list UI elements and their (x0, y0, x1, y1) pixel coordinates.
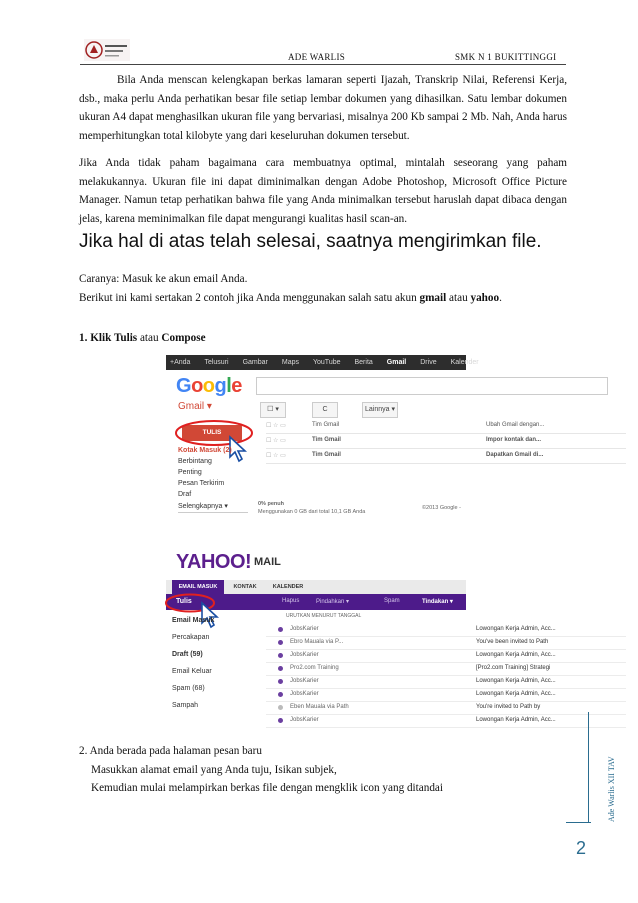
topbar-item: Berita (354, 359, 373, 366)
tab-email-masuk: EMAIL MASUK (172, 580, 224, 594)
sort-label: URUTKAN MENURUT TANGGAL (286, 613, 362, 619)
gmail-side-item: Kotak Masuk (2) (178, 447, 232, 454)
topbar-item: Kalender (450, 359, 479, 366)
yahoo-side-item: Email Masuk (172, 617, 215, 624)
toolbar-spam: Spam (384, 598, 400, 604)
gmail-compose-button: TULIS (182, 425, 242, 441)
header-author: ADE WARLIS (288, 52, 346, 62)
gmail-side-item: Penting (178, 469, 202, 476)
paragraph-1: Bila Anda menscan kelengkapan berkas lamaran seperti Ijazah, Transkrip Nilai, Referensi Kerja, dsb., maka perlu Anda perhatikan besar file setiap lembar dokumen yang dihasilkan. Satu lembar dokumen ukuran A4 dapat menghasilkan ukuran file yang bervariasi, misalnya 200 Kb sampai 2 Mb. Nah, Anda harus memperhitungkan total kilobyte yang dari keseluruhan dokumen tersebut. (79, 74, 567, 142)
gmail-row: ☐ ☆ ▭ Tim Gmail Impor kontak dan... (266, 434, 626, 449)
yahoo-row: JobsKarier Lowongan Kerja Admin, Acc... (266, 688, 626, 702)
page-number: 2 (575, 838, 586, 858)
divider (178, 512, 248, 513)
yahoo-side-item: Percakapan (172, 634, 210, 641)
google-logo: Google (176, 375, 242, 397)
topbar-item: Drive (420, 359, 437, 366)
school-logo (82, 38, 132, 62)
yahoo-row: JobsKarier Lowongan Kerja Admin, Acc... (266, 675, 626, 689)
header-divider (80, 64, 566, 65)
yahoo-side-item: Email Keluar (172, 668, 212, 675)
gmail-side-item: Berbintang (178, 458, 212, 465)
topbar-item: Gambar (242, 359, 268, 366)
tab-kontak: KONTAK (233, 584, 257, 590)
topbar-item: YouTube (312, 359, 341, 366)
gmail-row: ☐ ☆ ▭ Tim Gmail Ubah Gmail dengan... (266, 419, 626, 434)
step-2-line-3: Kemudian mulai melampirkan berkas file dengan mengklik icon yang ditandai (91, 782, 443, 794)
gmail-side-item: Selengkapnya ▾ (178, 503, 228, 510)
header-school: SMK N 1 BUKITTINGGI (455, 52, 557, 62)
yahoo-side-item: Sampah (172, 702, 199, 709)
step-2-line-1: 2. Anda berada pada halaman pesan baru (79, 745, 262, 757)
gmail-label: Gmail ▾ (178, 401, 212, 412)
topbar-item: Telusuri (204, 359, 229, 366)
storage-percent: 0% penuh (258, 501, 284, 507)
paragraph-2: Jika Anda tidak paham bagaimana cara membuatnya optimal, mintalah seseorang yang paham melakukannya. Ukuran file ini dapat diminimalkan dengan Adobe Photoshop, Microsoft Office Picture Manager. Namun tetap perhatikan bahwa file yang Anda minimalkan tersebut haruslah dapat dibaca dengan jelas, karena meminimalkan file dapat mengurangi kualitas hasil scan-an. (79, 157, 567, 225)
select-checkbox-button: ☐ ▾ (260, 402, 286, 418)
yahoo-screenshot (166, 543, 556, 723)
gmail-search-box (256, 377, 608, 395)
vertical-rule (588, 712, 589, 822)
yahoo-row: JobsKarier Lowongan Kerja Admin, Acc... (266, 649, 626, 663)
yahoo-compose-button: Tulis (176, 598, 192, 605)
gmail-topbar (166, 355, 479, 370)
topbar-item: +Anda (170, 359, 191, 366)
page-number-rule (566, 822, 591, 823)
vertical-author-label: Ade Warlis XII TAV (607, 756, 616, 822)
yahoo-tabs (166, 580, 466, 594)
toolbar-delete: Hapus (282, 598, 300, 604)
step-2-line-2: Masukkan alamat email yang Anda tuju, Isikan subjek, (91, 763, 337, 776)
yahoo-mail-label: MAIL (254, 556, 281, 568)
yahoo-row: JobsKarier Lowongan Kerja Admin, Acc... (266, 623, 626, 637)
paragraph-3-line-2: Berikut ini kami sertakan 2 contoh jika Anda menggunakan salah satu akun gmail atau yahoo. (79, 291, 502, 304)
yahoo-row: Eben Mauala via Path You're invited to Path by (266, 701, 626, 715)
toolbar-actions: Tindakan ▾ (422, 599, 453, 605)
yahoo-side-item: Draft (59) (172, 651, 203, 658)
step-2 (79, 742, 567, 798)
yahoo-logo: YAHOO! (176, 551, 252, 573)
gmail-side-item: Pesan Terkirim (178, 480, 225, 487)
section-heading: Jika hal di atas telah selesai, saatnya mengirimkan file. (79, 231, 542, 252)
step-1: 1. Klik Tulis atau Compose (79, 332, 206, 344)
cursor-arrow-icon (200, 601, 222, 631)
tab-kalender: KALENDER (272, 584, 304, 590)
yahoo-row: JobsKarier Lowongan Kerja Admin, Acc... (266, 714, 626, 728)
yahoo-row: Ebro Mauala via P... You've been invited to Path (266, 636, 626, 650)
more-button: Lainnya ▾ (362, 402, 398, 418)
gmail-screenshot (166, 355, 545, 518)
topbar-item: Maps (281, 359, 299, 366)
yahoo-side-item: Spam (68) (172, 685, 205, 692)
copyright: ©2013 Google - (422, 505, 461, 511)
storage-usage: Menggunakan 0 GB dari total 10,1 GB Anda (258, 509, 366, 515)
gmail-side-item: Draf (178, 491, 192, 498)
paragraph-3 (79, 270, 567, 307)
toolbar-move: Pindahkan ▾ (316, 599, 350, 605)
gmail-row: ☐ ☆ ▭ Tim Gmail Dapatkan Gmail di... (266, 449, 626, 464)
topbar-item-gmail: Gmail (386, 359, 407, 366)
paragraph-3-line-1: Caranya: Masuk ke akun email Anda. (79, 273, 248, 285)
yahoo-row: Pro2.com Training [Pro2.com Training] Strategi (266, 662, 626, 676)
refresh-button: C (312, 402, 338, 418)
